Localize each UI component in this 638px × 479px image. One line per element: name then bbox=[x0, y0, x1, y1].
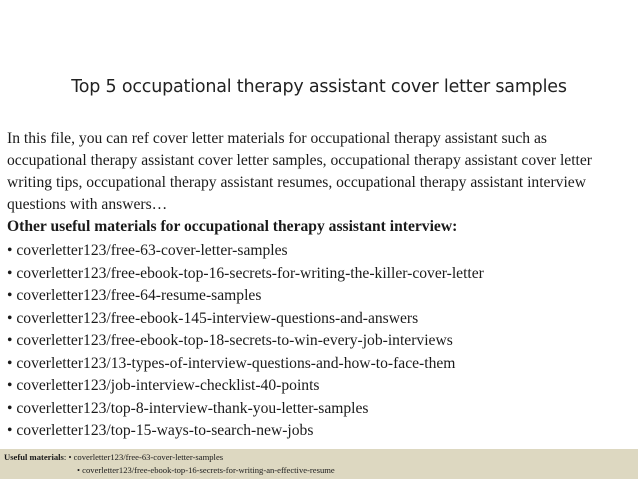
slide-title: Top 5 occupational therapy assistant cover letter samples bbox=[71, 77, 567, 97]
materials-link[interactable]: • coverletter123/top-8-interview-thank-you-letter-samples bbox=[7, 399, 369, 417]
intro-line: In this file, you can ref cover letter materials for occupational therapy assistant such as bbox=[7, 130, 547, 147]
materials-heading: Other useful materials for occupational therapy assistant interview: bbox=[7, 218, 458, 235]
intro-line: writing tips, occupational therapy assistant resumes, occupational therapy assistant interview bbox=[7, 174, 586, 191]
materials-list bbox=[7, 240, 627, 443]
footer-row bbox=[4, 452, 223, 462]
materials-link[interactable]: • coverletter123/top-15-ways-to-search-new-jobs bbox=[7, 422, 314, 439]
footer-link[interactable]: • coverletter123/free-ebook-top-16-secrets-for-writing-an-effective-resume bbox=[77, 465, 335, 475]
materials-link[interactable]: • coverletter123/free-ebook-top-18-secrets-to-win-every-job-interviews bbox=[7, 332, 453, 349]
intro-line: questions with answers… bbox=[7, 196, 168, 213]
intro-line: occupational therapy assistant cover letter samples, occupational therapy assistant cover letter bbox=[7, 152, 592, 169]
intro-paragraph bbox=[7, 128, 619, 216]
materials-link[interactable]: • coverletter123/free-ebook-145-interview-questions-and-answers bbox=[7, 309, 419, 327]
footer-bar bbox=[0, 449, 638, 479]
materials-link[interactable]: • coverletter123/free-64-resume-samples bbox=[7, 287, 262, 304]
materials-link[interactable]: • coverletter123/free-63-cover-letter-samples bbox=[7, 242, 288, 259]
footer-separator: : bbox=[63, 452, 69, 462]
materials-link[interactable]: • coverletter123/13-types-of-interview-questions-and-how-to-face-them bbox=[7, 354, 456, 372]
footer-label: Useful materials bbox=[4, 452, 64, 462]
footer-link[interactable]: • coverletter123/free-63-cover-letter-samples bbox=[68, 452, 224, 462]
materials-link[interactable]: • coverletter123/job-interview-checklist-40-points bbox=[7, 377, 320, 394]
materials-link[interactable]: • coverletter123/free-ebook-top-16-secrets-for-writing-the-killer-cover-letter bbox=[7, 264, 484, 282]
